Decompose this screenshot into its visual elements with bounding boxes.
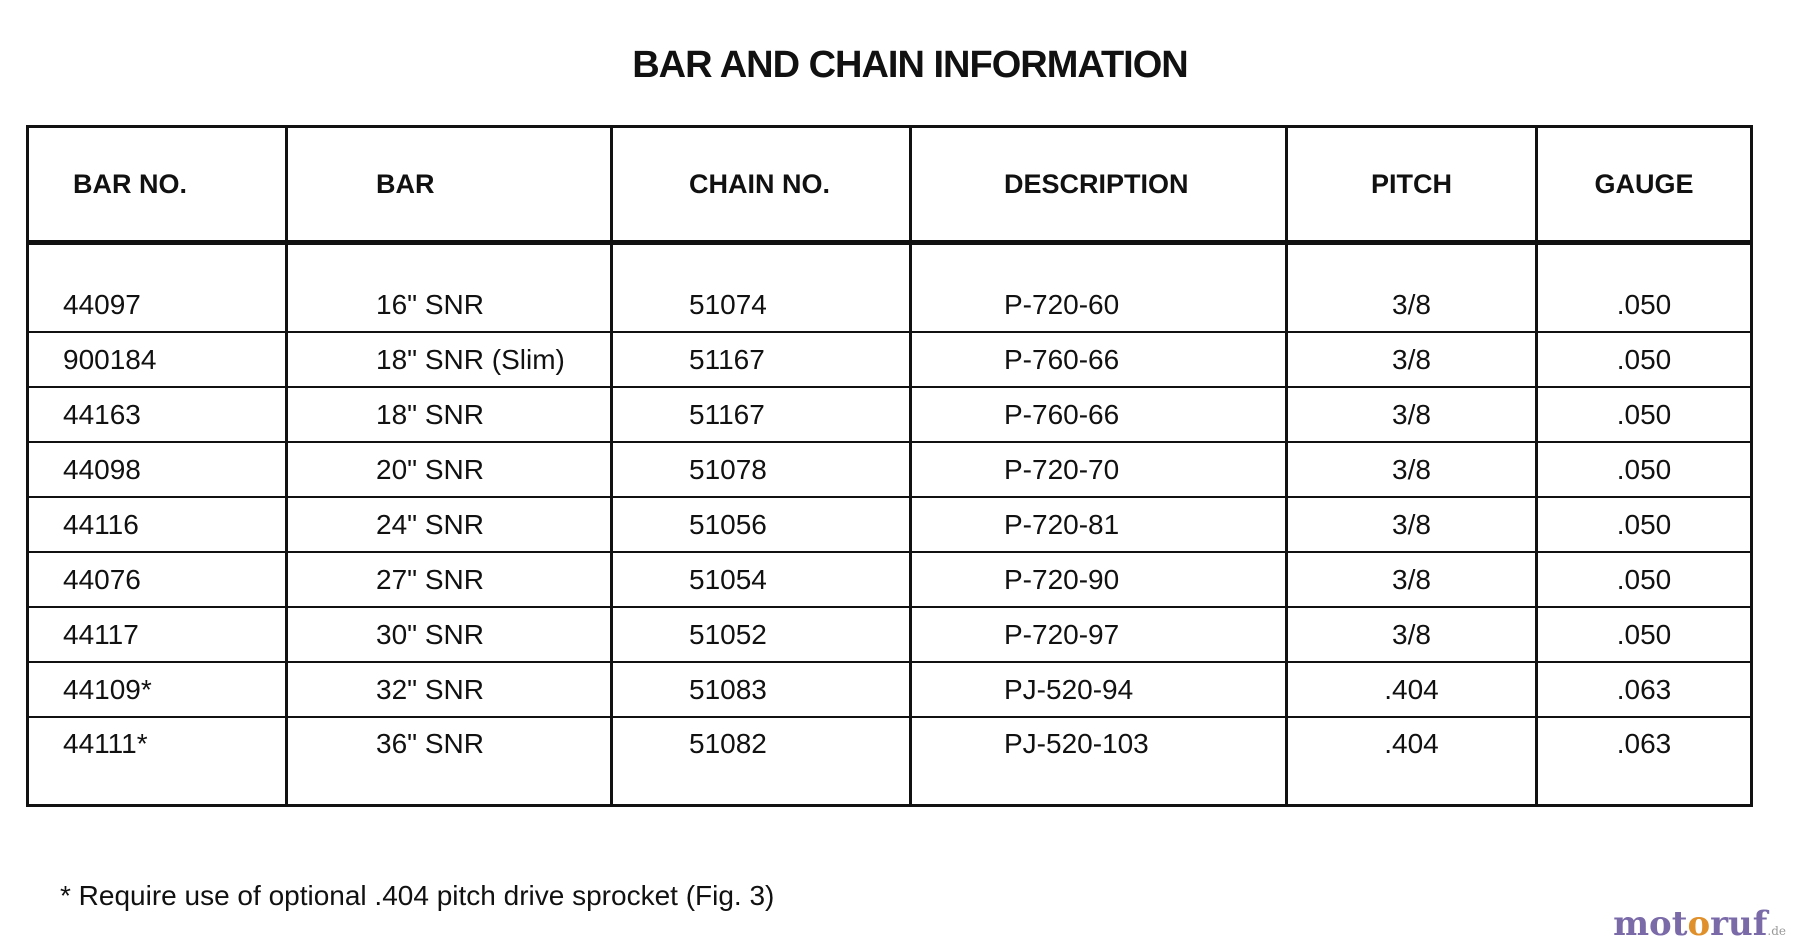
cell-chain-no: 51082 <box>612 717 911 806</box>
cell-bar-no: 44098 <box>28 442 287 497</box>
cell-bar-no: 44116 <box>28 497 287 552</box>
cell-gauge: .050 <box>1537 607 1752 662</box>
cell-gauge: .050 <box>1537 243 1752 333</box>
cell-description: P-720-70 <box>911 442 1287 497</box>
cell-pitch: .404 <box>1287 662 1537 717</box>
table-header-row <box>28 127 1752 243</box>
watermark-logo <box>1613 904 1786 944</box>
cell-description: P-720-97 <box>911 607 1287 662</box>
header-pitch: PITCH <box>1287 127 1537 243</box>
cell-description: PJ-520-103 <box>911 717 1287 806</box>
cell-chain-no: 51054 <box>612 552 911 607</box>
header-bar: BAR <box>287 127 612 243</box>
cell-bar: 36" SNR <box>287 717 612 806</box>
cell-description: P-720-81 <box>911 497 1287 552</box>
table-row <box>28 662 1752 717</box>
table-row <box>28 243 1752 333</box>
cell-bar-no: 900184 <box>28 332 287 387</box>
table-row <box>28 332 1752 387</box>
cell-pitch: 3/8 <box>1287 607 1537 662</box>
cell-bar: 24" SNR <box>287 497 612 552</box>
cell-chain-no: 51052 <box>612 607 911 662</box>
cell-chain-no: 51083 <box>612 662 911 717</box>
cell-bar: 32" SNR <box>287 662 612 717</box>
cell-description: PJ-520-94 <box>911 662 1287 717</box>
cell-chain-no: 51078 <box>612 442 911 497</box>
table-row <box>28 552 1752 607</box>
cell-bar: 27" SNR <box>287 552 612 607</box>
watermark-tld: .de <box>1767 924 1786 938</box>
watermark-part: o <box>1687 904 1711 944</box>
cell-pitch: 3/8 <box>1287 332 1537 387</box>
cell-chain-no: 51074 <box>612 243 911 333</box>
cell-gauge: .063 <box>1537 717 1752 806</box>
cell-description: P-760-66 <box>911 387 1287 442</box>
cell-bar: 18" SNR <box>287 387 612 442</box>
bar-chain-table <box>26 125 1753 807</box>
header-description: DESCRIPTION <box>911 127 1287 243</box>
table-row <box>28 717 1752 806</box>
cell-description: P-760-66 <box>911 332 1287 387</box>
cell-gauge: .050 <box>1537 442 1752 497</box>
table-row <box>28 442 1752 497</box>
cell-gauge: .050 <box>1537 552 1752 607</box>
cell-bar: 20" SNR <box>287 442 612 497</box>
cell-description: P-720-90 <box>911 552 1287 607</box>
cell-gauge: .050 <box>1537 387 1752 442</box>
page-title: BAR AND CHAIN INFORMATION <box>632 44 1188 86</box>
header-chain-no: CHAIN NO. <box>612 127 911 243</box>
header-gauge: GAUGE <box>1537 127 1752 243</box>
cell-bar-no: 44117 <box>28 607 287 662</box>
cell-bar-no: 44163 <box>28 387 287 442</box>
cell-bar-no: 44111* <box>28 717 287 806</box>
cell-pitch: 3/8 <box>1287 387 1537 442</box>
cell-bar-no: 44097 <box>28 243 287 333</box>
cell-bar: 18" SNR (Slim) <box>287 332 612 387</box>
cell-gauge: .050 <box>1537 332 1752 387</box>
table-row <box>28 497 1752 552</box>
cell-description: P-720-60 <box>911 243 1287 333</box>
cell-gauge: .063 <box>1537 662 1752 717</box>
watermark-part: mot <box>1613 904 1688 944</box>
cell-bar: 16" SNR <box>287 243 612 333</box>
cell-pitch: 3/8 <box>1287 552 1537 607</box>
cell-bar: 30" SNR <box>287 607 612 662</box>
cell-gauge: .050 <box>1537 497 1752 552</box>
table-row <box>28 387 1752 442</box>
footnote: * Require use of optional .404 pitch drive sprocket (Fig. 3) <box>60 880 775 911</box>
watermark-part: ruf <box>1710 904 1768 944</box>
table-row <box>28 607 1752 662</box>
cell-chain-no: 51167 <box>612 387 911 442</box>
cell-bar-no: 44109* <box>28 662 287 717</box>
cell-pitch: .404 <box>1287 717 1537 806</box>
cell-chain-no: 51167 <box>612 332 911 387</box>
cell-pitch: 3/8 <box>1287 442 1537 497</box>
cell-bar-no: 44076 <box>28 552 287 607</box>
cell-pitch: 3/8 <box>1287 243 1537 333</box>
cell-pitch: 3/8 <box>1287 497 1537 552</box>
header-bar-no: BAR NO. <box>28 127 287 243</box>
cell-chain-no: 51056 <box>612 497 911 552</box>
